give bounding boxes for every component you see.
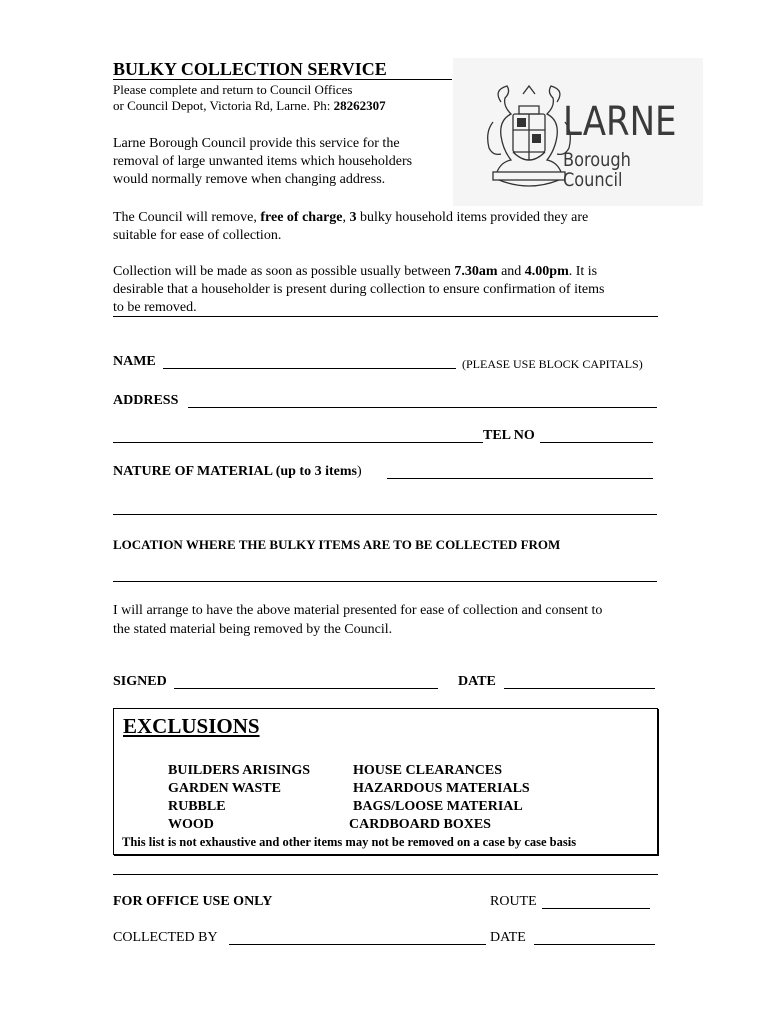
exclusions-note: This list is not exhaustive and other items may not be removed on a case by case basis <box>122 835 577 849</box>
office-date-label: DATE <box>490 930 526 945</box>
office-use-heading: FOR OFFICE USE ONLY <box>113 894 273 909</box>
collected-by-field[interactable] <box>229 944 486 945</box>
collection-times-line <box>113 264 597 280</box>
return-instructions: Please complete and return to Council Offices <box>113 82 353 97</box>
tel-label: TEL NO <box>483 428 535 443</box>
times-text-c: . It is <box>568 264 598 279</box>
location-field[interactable] <box>113 581 657 582</box>
exclusion-left-2: GARDEN WASTE <box>168 781 281 796</box>
office-divider <box>113 874 658 875</box>
intro-line-1: Larne Borough Council provide this service for the <box>113 136 400 151</box>
name-label: NAME <box>113 354 156 369</box>
form-title: BULKY COLLECTION SERVICE <box>113 59 387 79</box>
collected-by-label: COLLECTED BY <box>113 930 218 945</box>
address-field[interactable] <box>188 407 657 408</box>
block-capitals-note: (PLEASE USE BLOCK CAPITALS) <box>462 357 643 371</box>
exclusion-right-4: CARDBOARD BOXES <box>349 817 491 832</box>
times-text-a: Collection will be made as soon as possible usually between <box>113 264 455 279</box>
date-label: DATE <box>458 674 496 689</box>
name-field[interactable] <box>163 368 456 369</box>
householder-line: desirable that a householder is present during collection to ensure confirmation of items <box>113 282 605 297</box>
material-label: NATURE OF MATERIAL (up to 3 items <box>113 464 357 479</box>
start-time: 7.30am <box>454 264 498 279</box>
consent-line-1: I will arrange to have the above material presented for ease of collection and consent to <box>113 603 603 618</box>
tel-field[interactable] <box>540 442 653 443</box>
intro-line-3: would normally remove when changing address. <box>113 172 386 187</box>
location-label: LOCATION WHERE THE BULKY ITEMS ARE TO BE COLLECTED FROM <box>113 537 561 552</box>
title-underline <box>113 79 452 80</box>
depot-address <box>113 98 386 114</box>
address-field-line-2[interactable] <box>113 442 483 443</box>
logo-subtitle: Borough Council <box>563 149 631 191</box>
exclusion-right-2: HAZARDOUS MATERIALS <box>353 781 530 796</box>
date-field[interactable] <box>504 688 655 689</box>
times-text-b: and <box>497 264 525 279</box>
phone-number: 28262307 <box>333 98 386 113</box>
material-field-line-2[interactable] <box>113 514 657 515</box>
logo-wordmark: LARNE <box>563 99 677 145</box>
route-field[interactable] <box>542 908 650 909</box>
end-time: 4.00pm <box>524 264 569 279</box>
office-date-field[interactable] <box>534 944 655 945</box>
exclusion-right-3: BAGS/LOOSE MATERIAL <box>353 799 523 814</box>
exclusion-left-4: WOOD <box>168 817 214 832</box>
intro-line-2: removal of large unwanted items which householders <box>113 154 413 169</box>
suitable-line: suitable for ease of collection. <box>113 228 282 243</box>
consent-line-2: the stated material being removed by the Council. <box>113 622 393 637</box>
signature-field[interactable] <box>174 688 438 689</box>
route-label: ROUTE <box>490 894 537 909</box>
exclusion-left-3: RUBBLE <box>168 799 226 814</box>
free-of-charge: free of charge <box>260 210 343 225</box>
free-text-c: bulky household items provided they are <box>356 210 589 225</box>
signed-label: SIGNED <box>113 674 167 689</box>
material-field[interactable] <box>387 478 653 479</box>
item-count: 3 <box>349 210 357 225</box>
intro-divider <box>113 316 658 317</box>
free-collection-line <box>113 210 588 226</box>
exclusion-left-1: BUILDERS ARISINGS <box>168 763 310 778</box>
exclusions-heading: EXCLUSIONS <box>123 714 260 738</box>
material-paren: ) <box>356 464 362 479</box>
free-text-a: The Council will remove, <box>113 210 261 225</box>
free-text-b: , <box>342 210 350 225</box>
address-label: ADDRESS <box>113 393 179 408</box>
material-label-wrap <box>113 464 362 480</box>
exclusion-right-1: HOUSE CLEARANCES <box>353 763 502 778</box>
removed-line: to be removed. <box>113 300 197 315</box>
depot-address-text: or Council Depot, Victoria Rd, Larne. Ph: <box>113 98 334 113</box>
council-logo <box>453 58 703 206</box>
